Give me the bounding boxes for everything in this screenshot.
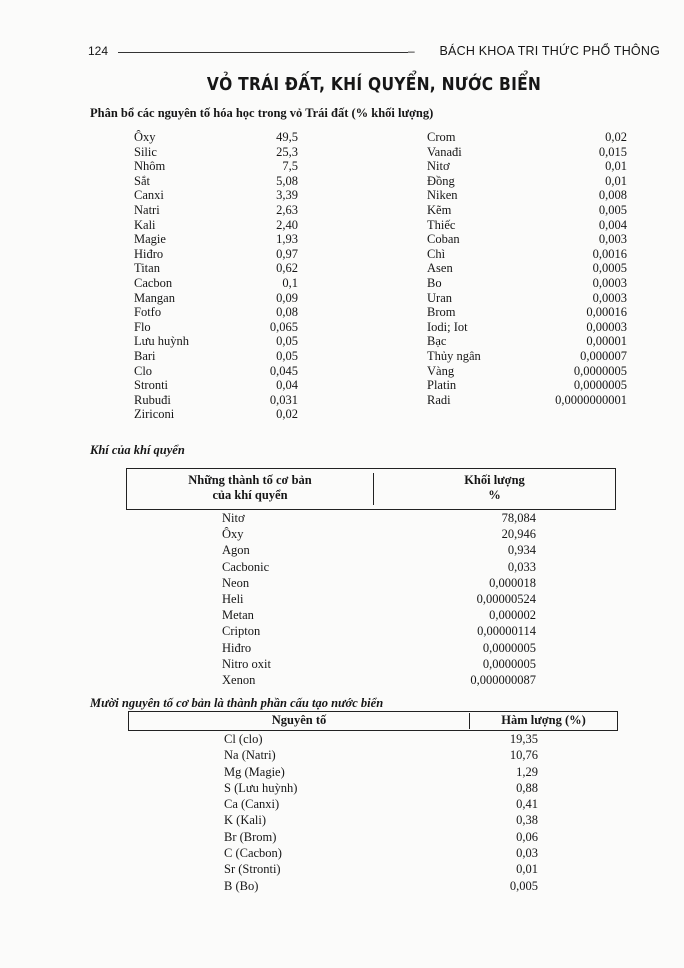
crust-element-row bbox=[427, 276, 627, 291]
crust-element-row bbox=[427, 232, 627, 247]
element-value: 2,40 bbox=[276, 217, 298, 232]
element-name: Lưu huỳnh bbox=[134, 334, 190, 349]
table-row bbox=[126, 542, 616, 558]
element-name: Thiếc bbox=[427, 217, 456, 232]
element-value: 49,5 bbox=[276, 130, 298, 144]
element-value: 0,000018 bbox=[489, 575, 536, 590]
crust-element-row bbox=[427, 203, 627, 218]
element-value: 0,031 bbox=[269, 392, 298, 407]
table-row bbox=[128, 747, 618, 763]
mass-header-line2: % bbox=[488, 488, 501, 502]
element-value: 0,033 bbox=[507, 559, 536, 574]
mass-column-header bbox=[374, 473, 615, 503]
element-name: Cacbonic bbox=[222, 559, 270, 574]
crust-section-title: Phân bổ các nguyên tố hóa học trong vỏ Trái đất (% khối lượng) bbox=[90, 106, 434, 120]
table-row bbox=[126, 607, 616, 623]
element-value: 0,005 bbox=[598, 202, 627, 217]
component-column-header bbox=[127, 473, 374, 505]
element-value: 0,00003 bbox=[586, 319, 627, 334]
crust-element-row bbox=[134, 349, 298, 364]
element-name: Đồng bbox=[427, 173, 455, 188]
atmosphere-table-header bbox=[126, 468, 616, 510]
element-value: 0,09 bbox=[276, 290, 298, 305]
crust-elements-right-column bbox=[427, 130, 627, 407]
element-name: Stronti bbox=[134, 378, 169, 393]
element-name: Cripton bbox=[222, 624, 261, 639]
crust-element-row bbox=[427, 218, 627, 233]
element-value: 7,5 bbox=[282, 159, 298, 174]
element-value: 0,934 bbox=[507, 543, 536, 558]
element-name: Hiđro bbox=[134, 246, 164, 261]
crust-element-row bbox=[427, 261, 627, 276]
element-name: Vanađi bbox=[427, 144, 462, 159]
element-value: 0,62 bbox=[276, 261, 298, 276]
element-value: 0,045 bbox=[269, 363, 298, 378]
element-value: 0,00016 bbox=[586, 305, 627, 320]
element-name: Magie bbox=[134, 232, 166, 247]
element-name: Flo bbox=[134, 319, 151, 334]
element-value: 0,000000087 bbox=[470, 672, 536, 687]
element-name: Ziriconi bbox=[134, 407, 175, 422]
crust-element-row bbox=[134, 145, 298, 160]
seawater-table-header bbox=[128, 711, 618, 731]
table-row bbox=[128, 861, 618, 877]
page-header bbox=[88, 44, 660, 60]
header-dash: – bbox=[408, 44, 415, 58]
header-rule bbox=[118, 52, 408, 53]
element-value: 0,065 bbox=[269, 319, 298, 334]
table-row bbox=[126, 526, 616, 542]
crust-element-row bbox=[134, 218, 298, 233]
table-row bbox=[126, 559, 616, 575]
crust-element-row bbox=[134, 203, 298, 218]
element-name: Canxi bbox=[134, 188, 164, 203]
element-name: Iodi; Iot bbox=[427, 319, 468, 334]
element-value: 0,02 bbox=[605, 130, 627, 144]
element-value: 0,01 bbox=[605, 173, 627, 188]
element-value: 0,0000000001 bbox=[555, 392, 627, 407]
table-row bbox=[126, 575, 616, 591]
crust-element-row bbox=[134, 305, 298, 320]
element-value: 0,88 bbox=[516, 780, 538, 795]
crust-element-row bbox=[134, 159, 298, 174]
crust-element-row bbox=[427, 393, 627, 408]
element-name: Xenon bbox=[222, 672, 256, 687]
element-name: Rubuđi bbox=[134, 392, 171, 407]
table-row bbox=[126, 656, 616, 672]
element-name: Neon bbox=[222, 575, 250, 590]
element-value: 0,005 bbox=[509, 878, 538, 893]
table-row bbox=[128, 812, 618, 828]
seawater-section-title: Mười nguyên tố cơ bản là thành phần cấu tạo nước biển bbox=[90, 696, 384, 710]
crust-element-row bbox=[134, 174, 298, 189]
element-value: 0,00000524 bbox=[476, 591, 536, 606]
element-value: 0,0003 bbox=[592, 290, 627, 305]
element-name: Thủy ngân bbox=[427, 348, 481, 363]
element-name: Fotfo bbox=[134, 305, 162, 320]
element-name: Br (Brom) bbox=[224, 829, 277, 844]
element-name: Kali bbox=[134, 217, 156, 232]
table-row bbox=[126, 640, 616, 656]
element-name: Agon bbox=[222, 543, 250, 558]
element-name: Heli bbox=[222, 591, 244, 606]
element-value: 0,0000005 bbox=[573, 363, 627, 378]
crust-element-row bbox=[427, 174, 627, 189]
element-value: 0,01 bbox=[605, 159, 627, 174]
element-name: Bari bbox=[134, 348, 156, 363]
component-header-line1: Những thành tố cơ bản bbox=[188, 473, 312, 487]
element-value: 5,08 bbox=[276, 173, 298, 188]
element-value: 0,000007 bbox=[580, 348, 627, 363]
element-value: 0,0000005 bbox=[482, 640, 536, 655]
element-value: 0,08 bbox=[276, 305, 298, 320]
element-name: B (Bo) bbox=[224, 878, 259, 893]
element-name: Bạc bbox=[427, 334, 447, 349]
element-value: 0,04 bbox=[276, 378, 298, 393]
crust-elements-left-column bbox=[134, 130, 298, 422]
element-name: K (Kali) bbox=[224, 813, 266, 828]
element-name: Vàng bbox=[427, 363, 455, 378]
element-value: 0,0000005 bbox=[482, 656, 536, 671]
element-name: Brom bbox=[427, 305, 456, 320]
table-row bbox=[128, 796, 618, 812]
crust-element-row bbox=[427, 291, 627, 306]
atmosphere-table-body bbox=[126, 510, 616, 688]
element-value: 0,004 bbox=[598, 217, 627, 232]
crust-element-row bbox=[427, 349, 627, 364]
table-row bbox=[128, 764, 618, 780]
element-name: Bo bbox=[427, 275, 442, 290]
crust-element-row bbox=[134, 320, 298, 335]
crust-element-row bbox=[427, 130, 627, 145]
crust-element-row bbox=[134, 276, 298, 291]
element-value: 0,0005 bbox=[592, 261, 627, 276]
element-value: 10,76 bbox=[509, 748, 538, 763]
element-name: Mg (Magie) bbox=[224, 764, 285, 779]
element-value: 0,41 bbox=[516, 797, 538, 812]
element-value: 1,93 bbox=[276, 232, 298, 247]
element-name: Asen bbox=[427, 261, 453, 276]
crust-element-row bbox=[134, 407, 298, 422]
table-row bbox=[126, 672, 616, 688]
element-name: Silic bbox=[134, 144, 157, 159]
table-row bbox=[128, 829, 618, 845]
element-value: 0,003 bbox=[598, 232, 627, 247]
crust-element-row bbox=[134, 261, 298, 276]
element-name: Platin bbox=[427, 378, 457, 393]
element-name: Kẽm bbox=[427, 202, 452, 217]
page-number: 124 bbox=[88, 44, 109, 58]
element-value: 0,38 bbox=[516, 813, 538, 828]
crust-element-row bbox=[427, 159, 627, 174]
crust-element-row bbox=[134, 247, 298, 262]
element-value: 0,00001 bbox=[586, 334, 627, 349]
seawater-table-body bbox=[128, 731, 618, 894]
table-row bbox=[128, 731, 618, 747]
element-value: 3,39 bbox=[276, 188, 298, 203]
crust-element-row bbox=[427, 378, 627, 393]
element-name: Titan bbox=[134, 261, 160, 276]
element-name: Crom bbox=[427, 130, 456, 144]
element-name: Cl (clo) bbox=[224, 732, 263, 746]
element-name: Nitro oxit bbox=[222, 656, 271, 671]
element-name: Sắt bbox=[134, 173, 150, 188]
atmosphere-section-title: Khí của khí quyển bbox=[90, 443, 185, 457]
element-name: Nitơ bbox=[222, 511, 245, 525]
element-value: 0,97 bbox=[276, 246, 298, 261]
crust-element-row bbox=[134, 378, 298, 393]
element-value: 2,63 bbox=[276, 202, 298, 217]
crust-element-row bbox=[427, 305, 627, 320]
atmosphere-table bbox=[126, 468, 616, 688]
table-row bbox=[126, 623, 616, 639]
crust-element-row bbox=[134, 393, 298, 408]
component-header-line2: của khí quyển bbox=[212, 488, 288, 502]
element-name: Metan bbox=[222, 608, 254, 623]
mass-header-line1: Khối lượng bbox=[464, 473, 525, 487]
element-value: 25,3 bbox=[276, 144, 298, 159]
element-name: C (Cacbon) bbox=[224, 846, 282, 861]
element-name: Ca (Canxi) bbox=[224, 797, 280, 812]
content-column-header: Hàm lượng (%) bbox=[501, 713, 586, 727]
element-name: Ôxy bbox=[134, 130, 156, 144]
element-column-header: Nguyên tố bbox=[129, 713, 470, 729]
element-name: Uran bbox=[427, 290, 452, 305]
element-name: S (Lưu huỳnh) bbox=[224, 780, 298, 795]
element-value: 0,01 bbox=[516, 862, 538, 877]
table-row bbox=[128, 780, 618, 796]
element-name: Nitơ bbox=[427, 159, 450, 174]
crust-element-row bbox=[134, 364, 298, 379]
crust-element-row bbox=[427, 247, 627, 262]
element-name: Chì bbox=[427, 246, 446, 261]
crust-element-row bbox=[134, 291, 298, 306]
element-name: Sr (Stronti) bbox=[224, 862, 281, 877]
element-value: 0,000002 bbox=[489, 608, 536, 623]
element-value: 0,05 bbox=[276, 334, 298, 349]
table-row bbox=[128, 845, 618, 861]
element-name: Cacbon bbox=[134, 275, 173, 290]
element-value: 0,05 bbox=[276, 348, 298, 363]
element-name: Hiđro bbox=[222, 640, 252, 655]
element-name: Niken bbox=[427, 188, 458, 203]
element-name: Na (Natri) bbox=[224, 748, 276, 763]
crust-element-row bbox=[427, 320, 627, 335]
element-name: Natri bbox=[134, 202, 160, 217]
crust-element-row bbox=[134, 130, 298, 145]
crust-element-row bbox=[427, 364, 627, 379]
element-value: 0,00000114 bbox=[477, 624, 536, 639]
element-name: Radi bbox=[427, 392, 451, 407]
book-title: BÁCH KHOA TRI THỨC PHỔ THÔNG bbox=[439, 44, 660, 58]
crust-element-row bbox=[134, 334, 298, 349]
element-value: 20,946 bbox=[501, 527, 536, 542]
table-row bbox=[126, 591, 616, 607]
element-value: 0,008 bbox=[598, 188, 627, 203]
element-value: 19,35 bbox=[509, 732, 538, 746]
crust-element-row bbox=[427, 145, 627, 160]
element-name: Clo bbox=[134, 363, 153, 378]
element-value: 0,1 bbox=[282, 275, 298, 290]
element-value: 0,06 bbox=[516, 829, 538, 844]
element-value: 0,015 bbox=[598, 144, 627, 159]
element-name: Nhôm bbox=[134, 159, 166, 174]
crust-element-row bbox=[427, 188, 627, 203]
seawater-table bbox=[128, 711, 618, 894]
element-value: 0,0016 bbox=[592, 246, 627, 261]
crust-element-row bbox=[427, 334, 627, 349]
table-row bbox=[126, 510, 616, 526]
element-value: 0,02 bbox=[276, 407, 298, 422]
element-name: Ôxy bbox=[222, 527, 244, 542]
page-title: VỎ TRÁI ĐẤT, KHÍ QUYỂN, NƯỚC BIỂN bbox=[206, 74, 542, 95]
table-row bbox=[128, 878, 618, 894]
element-value: 0,0000005 bbox=[573, 378, 627, 393]
element-value: 0,0003 bbox=[592, 275, 627, 290]
element-value: 0,03 bbox=[516, 846, 538, 861]
element-value: 78,084 bbox=[501, 511, 536, 525]
element-value: 1,29 bbox=[516, 764, 538, 779]
crust-element-row bbox=[134, 232, 298, 247]
crust-element-row bbox=[134, 188, 298, 203]
element-name: Coban bbox=[427, 232, 460, 247]
element-name: Mangan bbox=[134, 290, 175, 305]
